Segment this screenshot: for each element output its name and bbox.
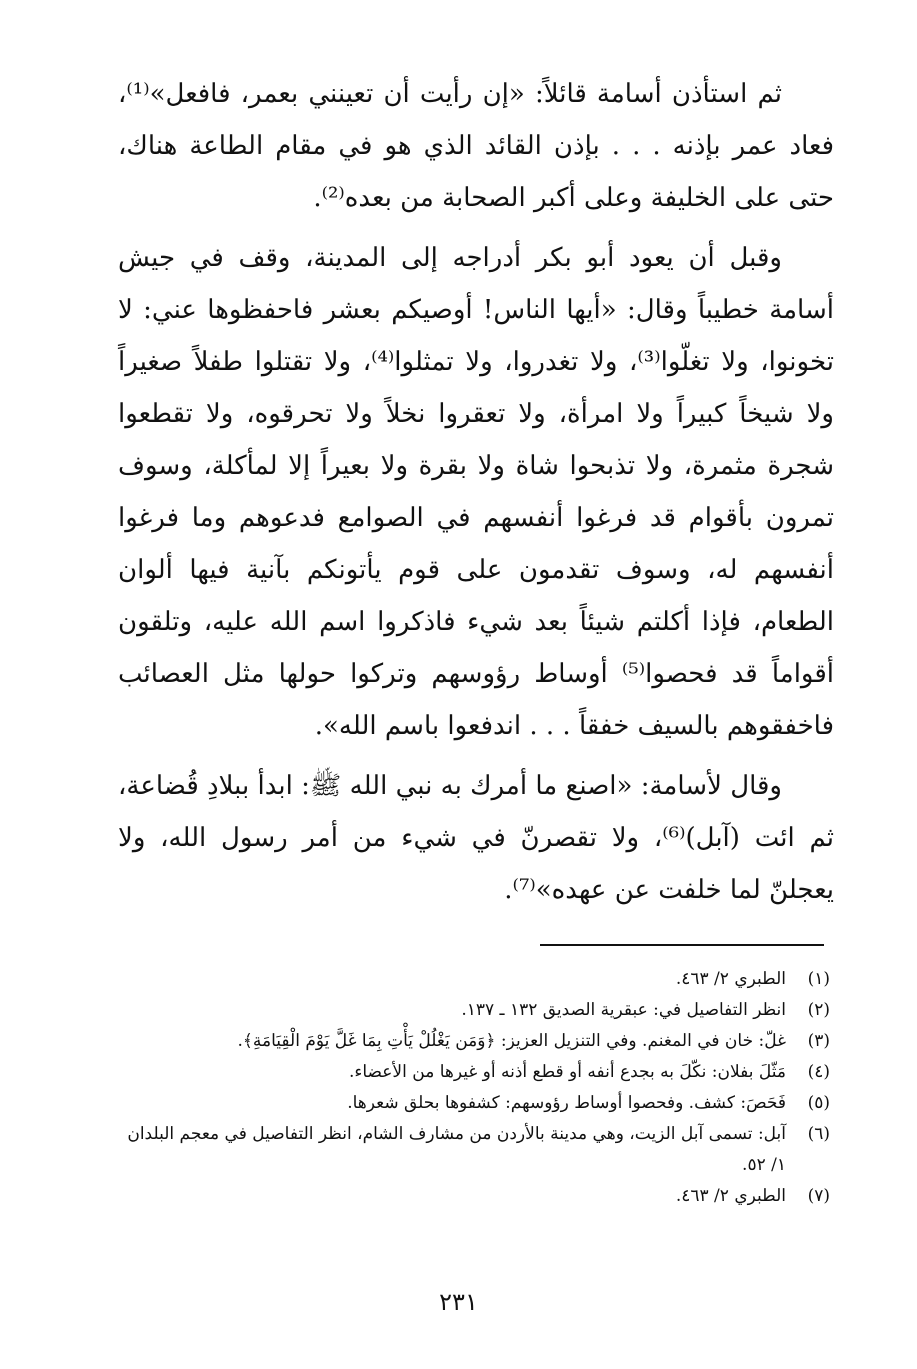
footnote-text: الطبري ٢/ ٤٦٣. bbox=[675, 969, 786, 989]
footnote-text: مَثّلَ بفلان: نكّلَ به بجدع أنفه أو قطع أذنه أو غيرها من الأعضاء. bbox=[348, 1062, 786, 1082]
footnote-item bbox=[118, 1181, 834, 1212]
footnote-item bbox=[118, 1026, 834, 1057]
footnote-number: (١) bbox=[807, 969, 830, 989]
footnote-separator bbox=[540, 944, 824, 946]
footnote-item bbox=[118, 1119, 834, 1181]
footnote-item bbox=[118, 1057, 834, 1088]
paragraph-osama-request: ثم استأذن أسامة قائلاً: «إن رأيت أن تعينني بعمر، فافعل»⁽¹⁾، فعاد عمر بإذنه . . . بإذن القائد الذي هو في مقام الطاعة هناك، حتى على الخليفة وعلى أكبر الصحابة من بعده⁽²⁾. bbox=[118, 79, 834, 213]
paragraph-orders-to-osama: وقال لأسامة: «اصنع ما أمرك به نبي الله ﷺ: ابدأ ببلادِ قُضاعة، ثم ائت (آبل)⁽⁶⁾، ولا تقصرنّ في شيء من أمر رسول الله، ولا يعجلنّ لما خلفت عن عهده»⁽⁷⁾. bbox=[118, 771, 834, 905]
footnote-number: (٥) bbox=[807, 1093, 830, 1113]
footnote-number: (٣) bbox=[807, 1031, 830, 1051]
main-text bbox=[118, 68, 834, 916]
footnote-text: انظر التفاصيل في: عبقرية الصديق ١٣٢ ـ ١٣٧. bbox=[461, 1000, 786, 1020]
footnote-text: فَحَصَ: كشف. وفحصوا أوساط رؤوسهم: كشفوها بحلق شعرها. bbox=[347, 1093, 786, 1113]
footnotes bbox=[118, 964, 834, 1212]
footnote-item bbox=[118, 964, 834, 995]
footnote-number: (٤) bbox=[807, 1062, 830, 1082]
footnote-number: (٢) bbox=[807, 1000, 830, 1020]
footnote-text: الطبري ٢/ ٤٦٣. bbox=[675, 1186, 786, 1206]
footnote-text: آبل: تسمى آبل الزيت، وهي مدينة بالأردن من مشارف الشام، انظر التفاصيل في معجم البلدان ١/ ٥٢. bbox=[127, 1124, 786, 1175]
footnote-number: (٧) bbox=[807, 1186, 830, 1206]
footnote-item bbox=[118, 1088, 834, 1119]
footnote-number: (٦) bbox=[807, 1124, 830, 1144]
page-number: ٢٣١ bbox=[439, 1288, 478, 1316]
paragraph-abu-bakr-speech: وقبل أن يعود أبو بكر أدراجه إلى المدينة، وقف في جيش أسامة خطيباً وقال: «أيها الناس! أوصيكم بعشر فاحفظوها عني: لا تخونوا، ولا تغلّوا⁽³⁾، ولا تغدروا، ولا تمثلوا⁽⁴⁾، ولا تقتلوا طفلاً صغيراً ولا شيخاً كبيراً ولا امرأة، ولا تعقروا نخلاً ولا تحرقوه، ولا تقطعوا شجرة مثمرة، ولا تذبحوا شاة ولا بقرة ولا بعيراً إلا لمأكلة، وسوف تمرون بأقوام قد فرغوا أنفسهم في الصوامع فدعوهم وما فرغوا أنفسهم له، وسوف تقدمون على قوم يأتونكم بآنية فيها ألوان الطعام، فإذا أكلتم شيئاً بعد شيء فاذكروا اسم الله عليه، وتلقون أقواماً قد فحصوا⁽⁵⁾ أوساط رؤوسهم وتركوا حولها مثل العصائب فاخفقوهم بالسيف خفقاً . . . اندفعوا باسم الله». bbox=[118, 243, 834, 741]
footnote-item bbox=[118, 995, 834, 1026]
footnote-text: غلّ: خان في المغنم. وفي التنزيل العزيز: ﴿وَمَن يَغْلُلْ يَأْتِ بِمَا غَلَّ يَوْمَ الْقِيَامَةِ﴾. bbox=[237, 1031, 786, 1051]
